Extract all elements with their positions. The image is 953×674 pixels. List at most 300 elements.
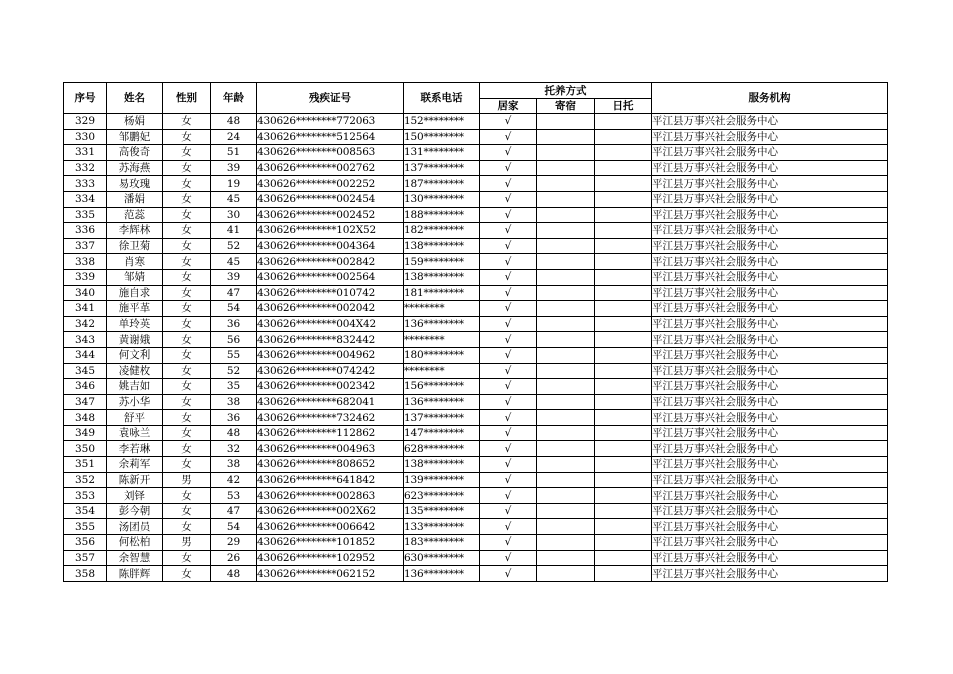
row-phone-cell: 180******** — [404, 347, 480, 363]
row-daycare-cell — [595, 316, 652, 332]
table-row — [64, 114, 888, 130]
row-age-cell: 29 — [211, 535, 257, 551]
row-org-cell: 平江县万事兴社会服务中心 — [652, 363, 888, 379]
row-daycare-cell — [595, 472, 652, 488]
row-daycare-cell — [595, 301, 652, 317]
header-age: 年龄 — [211, 83, 257, 114]
row-daycare-cell — [595, 254, 652, 270]
row-cert-cell: 430626********002454 — [257, 191, 404, 207]
row-org-cell: 平江县万事兴社会服务中心 — [652, 488, 888, 504]
row-boarding-cell — [537, 379, 595, 395]
row-cert-cell: 430626********002842 — [257, 254, 404, 270]
row-home-cell: √ — [480, 394, 537, 410]
row-org-cell: 平江县万事兴社会服务中心 — [652, 160, 888, 176]
row-org-cell: 平江县万事兴社会服务中心 — [652, 472, 888, 488]
header-gender: 性别 — [163, 83, 211, 114]
table-row — [64, 301, 888, 317]
row-cert-cell: 430626********512564 — [257, 129, 404, 145]
row-org-cell: 平江县万事兴社会服务中心 — [652, 269, 888, 285]
row-cert-cell: 430626********002252 — [257, 176, 404, 192]
table-row — [64, 238, 888, 254]
row-phone-cell: ******** — [404, 363, 480, 379]
row-phone-cell: 152******** — [404, 114, 480, 130]
row-age-cell: 52 — [211, 363, 257, 379]
row-no-cell: 352 — [64, 472, 107, 488]
row-name-cell: 肖寒 — [107, 254, 163, 270]
row-daycare-cell — [595, 363, 652, 379]
row-no-cell: 331 — [64, 145, 107, 161]
row-home-cell: √ — [480, 379, 537, 395]
row-age-cell: 30 — [211, 207, 257, 223]
row-gender-cell: 女 — [163, 457, 211, 473]
row-phone-cell: 188******** — [404, 207, 480, 223]
row-org-cell: 平江县万事兴社会服务中心 — [652, 550, 888, 566]
row-home-cell: √ — [480, 519, 537, 535]
row-gender-cell: 女 — [163, 441, 211, 457]
row-boarding-cell — [537, 176, 595, 192]
row-age-cell: 48 — [211, 425, 257, 441]
row-home-cell: √ — [480, 129, 537, 145]
row-age-cell: 38 — [211, 457, 257, 473]
row-phone-cell: 156******** — [404, 379, 480, 395]
row-cert-cell: 430626********102952 — [257, 550, 404, 566]
row-boarding-cell — [537, 285, 595, 301]
row-boarding-cell — [537, 207, 595, 223]
row-org-cell: 平江县万事兴社会服务中心 — [652, 176, 888, 192]
row-home-cell: √ — [480, 347, 537, 363]
row-cert-cell: 430626********002564 — [257, 269, 404, 285]
header-row-top — [64, 83, 888, 99]
row-no-cell: 341 — [64, 301, 107, 317]
table-row — [64, 441, 888, 457]
row-name-cell: 范蕊 — [107, 207, 163, 223]
row-phone-cell: 137******** — [404, 160, 480, 176]
table-row — [64, 519, 888, 535]
row-name-cell: 李辉林 — [107, 223, 163, 239]
row-cert-cell: 430626********074242 — [257, 363, 404, 379]
row-cert-cell: 430626********002042 — [257, 301, 404, 317]
row-gender-cell: 女 — [163, 519, 211, 535]
row-gender-cell: 女 — [163, 363, 211, 379]
row-org-cell: 平江县万事兴社会服务中心 — [652, 519, 888, 535]
row-age-cell: 24 — [211, 129, 257, 145]
row-gender-cell: 女 — [163, 269, 211, 285]
row-daycare-cell — [595, 519, 652, 535]
row-daycare-cell — [595, 160, 652, 176]
row-gender-cell: 女 — [163, 176, 211, 192]
row-daycare-cell — [595, 145, 652, 161]
row-gender-cell: 男 — [163, 535, 211, 551]
row-name-cell: 彭今朝 — [107, 503, 163, 519]
row-home-cell: √ — [480, 114, 537, 130]
row-no-cell: 349 — [64, 425, 107, 441]
row-phone-cell: 187******** — [404, 176, 480, 192]
row-daycare-cell — [595, 535, 652, 551]
row-phone-cell: 623******** — [404, 488, 480, 504]
row-daycare-cell — [595, 441, 652, 457]
row-age-cell: 48 — [211, 566, 257, 582]
row-org-cell: 平江县万事兴社会服务中心 — [652, 114, 888, 130]
row-phone-cell: 138******** — [404, 457, 480, 473]
row-name-cell: 邹婧 — [107, 269, 163, 285]
row-org-cell: 平江县万事兴社会服务中心 — [652, 503, 888, 519]
row-no-cell: 332 — [64, 160, 107, 176]
row-cert-cell: 430626********002863 — [257, 488, 404, 504]
row-gender-cell: 女 — [163, 332, 211, 348]
row-no-cell: 347 — [64, 394, 107, 410]
row-no-cell: 348 — [64, 410, 107, 426]
row-home-cell: √ — [480, 176, 537, 192]
table-row — [64, 207, 888, 223]
row-daycare-cell — [595, 191, 652, 207]
table-row — [64, 145, 888, 161]
row-daycare-cell — [595, 566, 652, 582]
row-home-cell: √ — [480, 285, 537, 301]
header-org: 服务机构 — [652, 83, 888, 114]
row-no-cell: 329 — [64, 114, 107, 130]
row-gender-cell: 女 — [163, 191, 211, 207]
row-org-cell: 平江县万事兴社会服务中心 — [652, 301, 888, 317]
row-no-cell: 358 — [64, 566, 107, 582]
row-cert-cell: 430626********006642 — [257, 519, 404, 535]
roster-sheet — [63, 82, 888, 582]
row-daycare-cell — [595, 347, 652, 363]
row-no-cell: 337 — [64, 238, 107, 254]
row-name-cell: 余智慧 — [107, 550, 163, 566]
table-row — [64, 223, 888, 239]
row-name-cell: 施平革 — [107, 301, 163, 317]
row-age-cell: 32 — [211, 441, 257, 457]
row-daycare-cell — [595, 550, 652, 566]
row-org-cell: 平江县万事兴社会服务中心 — [652, 223, 888, 239]
row-gender-cell: 女 — [163, 145, 211, 161]
row-home-cell: √ — [480, 301, 537, 317]
table-row — [64, 191, 888, 207]
table-row — [64, 269, 888, 285]
row-phone-cell: ******** — [404, 301, 480, 317]
row-boarding-cell — [537, 347, 595, 363]
row-boarding-cell — [537, 145, 595, 161]
row-age-cell: 51 — [211, 145, 257, 161]
row-cert-cell: 430626********008563 — [257, 145, 404, 161]
row-home-cell: √ — [480, 535, 537, 551]
row-age-cell: 48 — [211, 114, 257, 130]
row-gender-cell: 女 — [163, 223, 211, 239]
row-cert-cell: 430626********010742 — [257, 285, 404, 301]
row-home-cell: √ — [480, 238, 537, 254]
row-daycare-cell — [595, 457, 652, 473]
row-org-cell: 平江县万事兴社会服务中心 — [652, 566, 888, 582]
row-age-cell: 55 — [211, 347, 257, 363]
row-boarding-cell — [537, 472, 595, 488]
row-no-cell: 354 — [64, 503, 107, 519]
row-home-cell: √ — [480, 550, 537, 566]
row-daycare-cell — [595, 238, 652, 254]
row-phone-cell: 147******** — [404, 425, 480, 441]
row-daycare-cell — [595, 425, 652, 441]
row-age-cell: 47 — [211, 503, 257, 519]
row-boarding-cell — [537, 301, 595, 317]
row-no-cell: 338 — [64, 254, 107, 270]
row-name-cell: 何文利 — [107, 347, 163, 363]
row-name-cell: 苏小华 — [107, 394, 163, 410]
row-gender-cell: 女 — [163, 410, 211, 426]
table-row — [64, 503, 888, 519]
table-row — [64, 332, 888, 348]
row-phone-cell: 137******** — [404, 410, 480, 426]
row-name-cell: 余莉军 — [107, 457, 163, 473]
row-gender-cell: 女 — [163, 285, 211, 301]
row-home-cell: √ — [480, 488, 537, 504]
row-daycare-cell — [595, 394, 652, 410]
row-cert-cell: 430626********004X42 — [257, 316, 404, 332]
table-row — [64, 316, 888, 332]
row-daycare-cell — [595, 503, 652, 519]
row-age-cell: 35 — [211, 379, 257, 395]
header-no: 序号 — [64, 83, 107, 114]
row-no-cell: 335 — [64, 207, 107, 223]
row-name-cell: 徐卫菊 — [107, 238, 163, 254]
row-age-cell: 41 — [211, 223, 257, 239]
row-name-cell: 单玲英 — [107, 316, 163, 332]
row-age-cell: 42 — [211, 472, 257, 488]
row-phone-cell: 136******** — [404, 566, 480, 582]
row-name-cell: 舒平 — [107, 410, 163, 426]
row-phone-cell: ******** — [404, 332, 480, 348]
row-age-cell: 45 — [211, 191, 257, 207]
row-org-cell: 平江县万事兴社会服务中心 — [652, 535, 888, 551]
row-daycare-cell — [595, 379, 652, 395]
roster-table — [63, 82, 888, 582]
row-no-cell: 339 — [64, 269, 107, 285]
row-name-cell: 姚吉如 — [107, 379, 163, 395]
row-boarding-cell — [537, 316, 595, 332]
row-boarding-cell — [537, 410, 595, 426]
row-name-cell: 杨娟 — [107, 114, 163, 130]
row-phone-cell: 182******** — [404, 223, 480, 239]
row-gender-cell: 女 — [163, 316, 211, 332]
row-name-cell: 袁咏兰 — [107, 425, 163, 441]
row-boarding-cell — [537, 503, 595, 519]
row-daycare-cell — [595, 332, 652, 348]
table-row — [64, 254, 888, 270]
row-cert-cell: 430626********004962 — [257, 347, 404, 363]
row-no-cell: 340 — [64, 285, 107, 301]
row-org-cell: 平江县万事兴社会服务中心 — [652, 379, 888, 395]
row-cert-cell: 430626********101852 — [257, 535, 404, 551]
row-boarding-cell — [537, 238, 595, 254]
row-boarding-cell — [537, 394, 595, 410]
row-gender-cell: 女 — [163, 114, 211, 130]
row-boarding-cell — [537, 519, 595, 535]
row-phone-cell: 136******** — [404, 394, 480, 410]
row-boarding-cell — [537, 363, 595, 379]
row-name-cell: 何松柏 — [107, 535, 163, 551]
row-no-cell: 334 — [64, 191, 107, 207]
row-gender-cell: 女 — [163, 566, 211, 582]
row-gender-cell: 男 — [163, 472, 211, 488]
row-no-cell: 336 — [64, 223, 107, 239]
row-age-cell: 36 — [211, 316, 257, 332]
row-name-cell: 高俊奇 — [107, 145, 163, 161]
row-boarding-cell — [537, 254, 595, 270]
row-org-cell: 平江县万事兴社会服务中心 — [652, 191, 888, 207]
table-row — [64, 160, 888, 176]
row-org-cell: 平江县万事兴社会服务中心 — [652, 207, 888, 223]
row-gender-cell: 女 — [163, 238, 211, 254]
row-org-cell: 平江县万事兴社会服务中心 — [652, 410, 888, 426]
row-boarding-cell — [537, 535, 595, 551]
row-name-cell: 易玫瑰 — [107, 176, 163, 192]
table-row — [64, 488, 888, 504]
row-age-cell: 36 — [211, 410, 257, 426]
row-name-cell: 施自求 — [107, 285, 163, 301]
row-gender-cell: 女 — [163, 301, 211, 317]
row-home-cell: √ — [480, 207, 537, 223]
row-org-cell: 平江县万事兴社会服务中心 — [652, 332, 888, 348]
row-phone-cell: 628******** — [404, 441, 480, 457]
row-phone-cell: 150******** — [404, 129, 480, 145]
table-row — [64, 425, 888, 441]
row-age-cell: 54 — [211, 519, 257, 535]
row-org-cell: 平江县万事兴社会服务中心 — [652, 457, 888, 473]
row-home-cell: √ — [480, 425, 537, 441]
row-home-cell: √ — [480, 160, 537, 176]
row-org-cell: 平江县万事兴社会服务中心 — [652, 285, 888, 301]
row-home-cell: √ — [480, 269, 537, 285]
row-no-cell: 344 — [64, 347, 107, 363]
row-home-cell: √ — [480, 191, 537, 207]
row-name-cell: 陈胖辉 — [107, 566, 163, 582]
table-row — [64, 457, 888, 473]
row-phone-cell: 130******** — [404, 191, 480, 207]
row-no-cell: 330 — [64, 129, 107, 145]
row-daycare-cell — [595, 176, 652, 192]
row-home-cell: √ — [480, 332, 537, 348]
table-row — [64, 129, 888, 145]
row-phone-cell: 138******** — [404, 269, 480, 285]
row-phone-cell: 159******** — [404, 254, 480, 270]
row-cert-cell: 430626********002452 — [257, 207, 404, 223]
row-phone-cell: 630******** — [404, 550, 480, 566]
row-name-cell: 苏海燕 — [107, 160, 163, 176]
table-row — [64, 550, 888, 566]
row-phone-cell: 133******** — [404, 519, 480, 535]
row-age-cell: 54 — [211, 301, 257, 317]
header-cert: 残疾证号 — [257, 83, 404, 114]
row-gender-cell: 女 — [163, 160, 211, 176]
row-name-cell: 李若琳 — [107, 441, 163, 457]
row-daycare-cell — [595, 207, 652, 223]
row-no-cell: 342 — [64, 316, 107, 332]
row-age-cell: 38 — [211, 394, 257, 410]
row-age-cell: 45 — [211, 254, 257, 270]
row-age-cell: 26 — [211, 550, 257, 566]
row-gender-cell: 女 — [163, 254, 211, 270]
row-gender-cell: 女 — [163, 379, 211, 395]
row-no-cell: 351 — [64, 457, 107, 473]
row-no-cell: 355 — [64, 519, 107, 535]
row-name-cell: 邹鹏妃 — [107, 129, 163, 145]
row-name-cell: 凌健枚 — [107, 363, 163, 379]
row-age-cell: 39 — [211, 269, 257, 285]
header-boarding: 寄宿 — [537, 99, 595, 114]
row-gender-cell: 女 — [163, 488, 211, 504]
row-name-cell: 陈新开 — [107, 472, 163, 488]
row-age-cell: 19 — [211, 176, 257, 192]
row-age-cell: 47 — [211, 285, 257, 301]
row-org-cell: 平江县万事兴社会服务中心 — [652, 145, 888, 161]
table-body — [64, 114, 888, 582]
row-org-cell: 平江县万事兴社会服务中心 — [652, 441, 888, 457]
row-gender-cell: 女 — [163, 503, 211, 519]
row-name-cell: 汤团员 — [107, 519, 163, 535]
row-cert-cell: 430626********002342 — [257, 379, 404, 395]
row-daycare-cell — [595, 488, 652, 504]
row-org-cell: 平江县万事兴社会服务中心 — [652, 129, 888, 145]
row-home-cell: √ — [480, 472, 537, 488]
row-cert-cell: 430626********004364 — [257, 238, 404, 254]
row-home-cell: √ — [480, 145, 537, 161]
row-name-cell: 黄谢娥 — [107, 332, 163, 348]
row-no-cell: 346 — [64, 379, 107, 395]
row-cert-cell: 430626********732462 — [257, 410, 404, 426]
table-row — [64, 472, 888, 488]
row-org-cell: 平江县万事兴社会服务中心 — [652, 316, 888, 332]
row-phone-cell: 183******** — [404, 535, 480, 551]
row-boarding-cell — [537, 191, 595, 207]
row-home-cell: √ — [480, 441, 537, 457]
row-boarding-cell — [537, 129, 595, 145]
row-home-cell: √ — [480, 410, 537, 426]
row-home-cell: √ — [480, 223, 537, 239]
row-boarding-cell — [537, 550, 595, 566]
row-boarding-cell — [537, 332, 595, 348]
row-no-cell: 345 — [64, 363, 107, 379]
table-row — [64, 410, 888, 426]
row-cert-cell: 430626********682041 — [257, 394, 404, 410]
table-row — [64, 394, 888, 410]
header-name: 姓名 — [107, 83, 163, 114]
row-home-cell: √ — [480, 316, 537, 332]
row-cert-cell: 430626********112862 — [257, 425, 404, 441]
row-age-cell: 56 — [211, 332, 257, 348]
table-row — [64, 176, 888, 192]
row-gender-cell: 女 — [163, 550, 211, 566]
row-name-cell: 刘铎 — [107, 488, 163, 504]
table-row — [64, 347, 888, 363]
row-cert-cell: 430626********808652 — [257, 457, 404, 473]
table-row — [64, 535, 888, 551]
row-org-cell: 平江县万事兴社会服务中心 — [652, 394, 888, 410]
row-no-cell: 343 — [64, 332, 107, 348]
row-no-cell: 353 — [64, 488, 107, 504]
row-home-cell: √ — [480, 503, 537, 519]
row-boarding-cell — [537, 223, 595, 239]
row-name-cell: 潘娟 — [107, 191, 163, 207]
row-cert-cell: 430626********002762 — [257, 160, 404, 176]
row-cert-cell: 430626********004963 — [257, 441, 404, 457]
row-home-cell: √ — [480, 363, 537, 379]
header-care-mode: 托养方式 — [480, 83, 652, 99]
row-age-cell: 53 — [211, 488, 257, 504]
row-daycare-cell — [595, 410, 652, 426]
row-home-cell: √ — [480, 254, 537, 270]
row-daycare-cell — [595, 129, 652, 145]
row-age-cell: 52 — [211, 238, 257, 254]
row-gender-cell: 女 — [163, 425, 211, 441]
row-phone-cell: 181******** — [404, 285, 480, 301]
